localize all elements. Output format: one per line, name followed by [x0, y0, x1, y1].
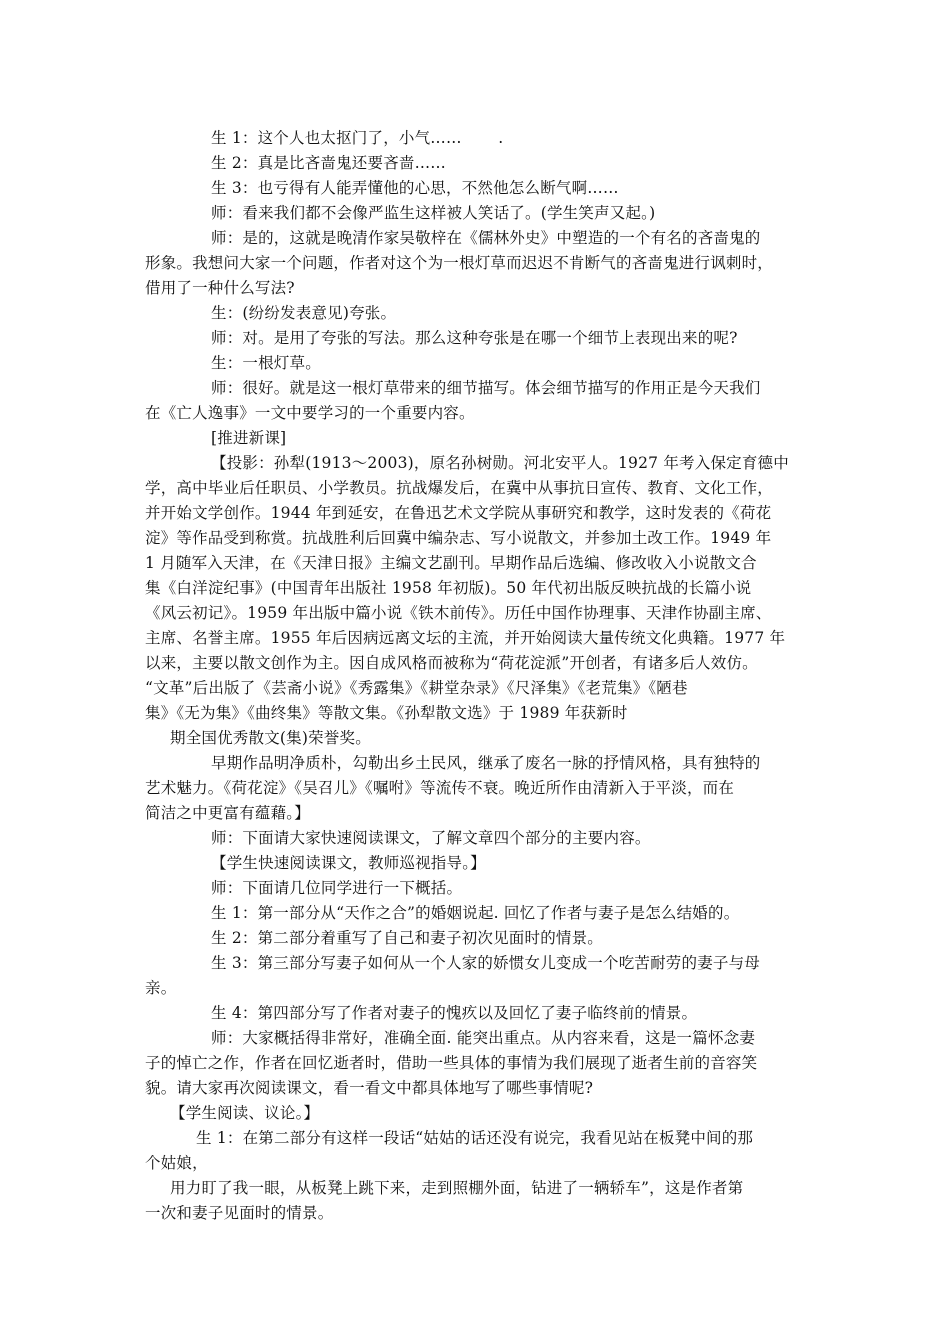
- text-line: 生 1：第一部分从“天作之合”的婚姻说起. 回忆了作者与妻子是怎么结婚的。: [211, 904, 740, 922]
- text-line: 并开始文学创作。1944 年到延安，在鲁迅艺术文学院从事研究和教学，这时发表的《荷花: [145, 504, 772, 522]
- text-line: 生 4：第四部分写了作者对妻子的愧疚以及回忆了妻子临终前的情景。: [211, 1004, 698, 1022]
- text-line: 生 1：在第二部分有这样一段话“姑姑的话还没有说完，我看见站在板凳中间的那: [196, 1129, 754, 1147]
- text-line: 在《亡人逸事》一文中要学习的一个重要内容。: [145, 404, 475, 422]
- text-line: 生 3：也亏得有人能弄懂他的心思，不然他怎么断气啊……: [211, 179, 619, 197]
- text-line: 师：对。是用了夸张的写法。那么这种夸张是在哪一个细节上表现出来的呢?: [211, 329, 738, 347]
- text-line: 1 月随军入天津，在《天津日报》主编文艺副刊。早期作品后选编、修改收入小说散文合: [145, 554, 757, 572]
- text-line: 【投影：孙犁(1913～2003)，原名孙树勋。河北安平人。1927 年考入保定育德中: [211, 454, 789, 472]
- text-line: 生 3：第三部分写妻子如何从一个人家的娇惯女儿变成一个吃苦耐劳的妻子与母: [211, 954, 760, 972]
- text-line: 简洁之中更富有蕴藉。】: [145, 804, 310, 822]
- text-line: 生 1：这个人也太抠门了，小气…… .: [211, 129, 504, 147]
- text-line: 个姑娘，: [145, 1154, 208, 1172]
- text-line: 学，高中毕业后任职员、小学教员。抗战爆发后，在冀中从事抗日宣传、教育、文化工作，: [145, 479, 774, 497]
- text-line: 一次和妻子见面时的情景。: [145, 1204, 334, 1222]
- text-line: 生：(纷纷发表意见)夸张。: [211, 304, 397, 322]
- text-line: 主席、名誉主席。1955 年后因病远离文坛的主流，并开始阅读大量传统文化典籍。1977 年: [145, 629, 786, 647]
- text-line: 【学生快速阅读课文，教师巡视指导。】: [211, 854, 486, 872]
- text-line: 生：一根灯草。: [211, 354, 321, 372]
- text-line: 淀》等作品受到称赏。抗战胜利后回冀中编杂志、写小说散文，并参加土改工作。1949 年: [145, 529, 772, 547]
- text-line: 师：大家概括得非常好，准确全面. 能突出重点。从内容来看，这是一篇怀念妻: [211, 1029, 756, 1047]
- text-line: 用力盯了我一眼，从板凳上跳下来，走到照棚外面，钻进了一辆轿车”，这是作者第: [170, 1179, 744, 1197]
- text-line: 借用了一种什么写法?: [145, 279, 295, 297]
- text-line: 师：很好。就是这一根灯草带来的细节描写。体会细节描写的作用正是今天我们: [211, 379, 761, 397]
- text-line: 生 2：真是比吝啬鬼还要吝啬……: [211, 154, 446, 172]
- text-line: 期全国优秀散文(集)荣誉奖。: [170, 729, 371, 747]
- text-line: 【学生阅读、议论。】: [170, 1104, 320, 1122]
- text-line: 早期作品明净质朴，勾勒出乡土民风，继承了废名一脉的抒情风格，具有独特的: [211, 754, 761, 772]
- section-heading: [推进新课]: [211, 429, 287, 447]
- text-line: 集《白洋淀纪事》(中国青年出版社 1958 年初版)。50 年代初出版反映抗战的长篇小说: [145, 579, 752, 597]
- text-line: 师：看来我们都不会像严监生这样被人笑话了。(学生笑声又起。): [211, 204, 656, 222]
- text-line: 《风云初记》。1959 年出版中篇小说《铁木前传》。历任中国作协理事、天津作协副主席、: [145, 604, 772, 622]
- text-line: 亲。: [145, 979, 177, 997]
- text-line: 形象。我想问大家一个问题，作者对这个为一根灯草而迟迟不肯断气的吝啬鬼进行讽刺时，: [145, 254, 774, 272]
- text-line: 艺术魅力。《荷花淀》《吴召儿》《嘱咐》等流传不衰。晚近所作由清新入于平淡，而在: [145, 779, 735, 797]
- text-line: 子的悼亡之作，作者在回忆逝者时，借助一些具体的事情为我们展现了逝者生前的音容笑: [145, 1054, 758, 1072]
- text-line: 集》《无为集》《曲终集》等散文集。《孙犁散文选》于 1989 年获新时: [145, 704, 628, 722]
- text-line: 师：下面请几位同学进行一下概括。: [211, 879, 463, 897]
- text-line: 师：是的，这就是晚清作家吴敬梓在《儒林外史》中塑造的一个有名的吝啬鬼的: [211, 229, 761, 247]
- text-line: 以来，主要以散文创作为主。因自成风格而被称为“荷花淀派”开创者，有诸多后人效仿。: [145, 654, 758, 672]
- text-line: “文革”后出版了《芸斋小说》《秀露集》《耕堂杂录》《尺泽集》《老荒集》《陋巷: [145, 679, 688, 697]
- text-line: 生 2：第二部分着重写了自己和妻子初次见面时的情景。: [211, 929, 603, 947]
- text-line: 师：下面请大家快速阅读课文，了解文章四个部分的主要内容。: [211, 829, 651, 847]
- text-line: 貌。请大家再次阅读课文，看一看文中都具体地写了哪些事情呢?: [145, 1079, 594, 1097]
